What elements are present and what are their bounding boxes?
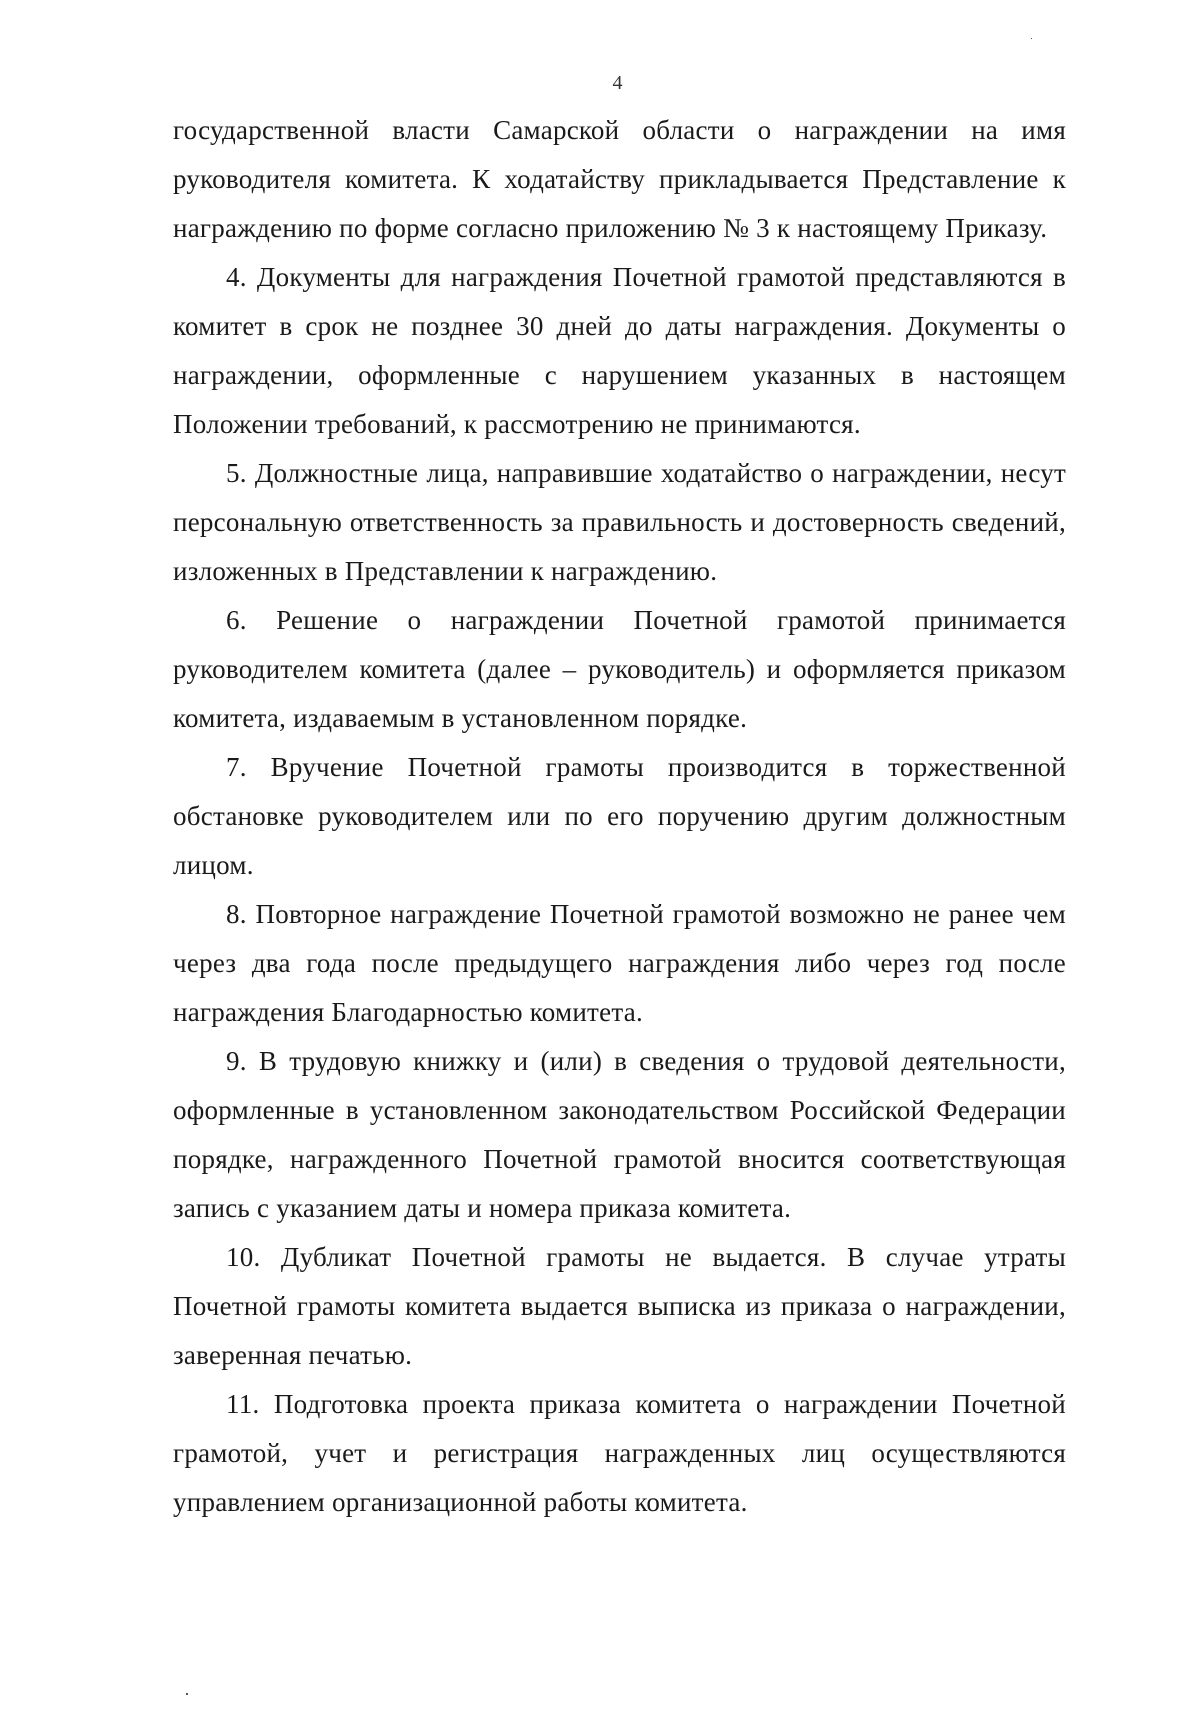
paragraph-11: 11. Подготовка проекта приказа комитета о награждении Почетной грамотой, учет и регистрация награжденных лиц осуществляются управлением организационной работы комитета. xyxy=(173,1389,1066,1517)
paragraph-8: 8. Повторное награждение Почетной грамотой возможно не ранее чем через два года после предыдущего награждения либо через год после награждения Благодарностью комитета. xyxy=(173,899,1066,1027)
paragraph-7: 7. Вручение Почетной грамоты производится в торжественной обстановке руководителем или по его поручению другим должностным лицом. xyxy=(173,752,1066,880)
paragraph-10: 10. Дубликат Почетной грамоты не выдается. В случае утраты Почетной грамоты комитета выдается выписка из приказа о награждении, заверенная печатью. xyxy=(173,1242,1066,1370)
page-number: 4 xyxy=(612,72,623,94)
scan-speck xyxy=(1031,38,1032,39)
paragraph-4: 4. Документы для награждения Почетной грамотой представляются в комитет в срок не позднее 30 дней до даты награждения. Документы о награждении, оформленные с нарушением указанных в настоящем Положении требований, к рассмотрению не принимаются. xyxy=(173,262,1066,439)
document-body xyxy=(173,106,1066,1527)
paragraph-continuation: государственной власти Самарской области о награждении на имя руководителя комитета. К ходатайству прикладывается Представление к награждению по форме согласно приложению № 3 к настоящему Приказу. xyxy=(173,115,1066,243)
scan-speck xyxy=(186,1693,188,1695)
paragraph-5: 5. Должностные лица, направившие ходатайство о награждении, несут персональную ответственность за правильность и достоверность сведений, изложенных в Представлении к награждению. xyxy=(173,458,1066,586)
paragraph-6: 6. Решение о награждении Почетной грамотой принимается руководителем комитета (далее – руководитель) и оформляется приказом комитета, издаваемым в установленном порядке. xyxy=(173,605,1066,733)
paragraph-9: 9. В трудовую книжку и (или) в сведения о трудовой деятельности, оформленные в установленном законодательством Российской Федерации порядке, награжденного Почетной грамотой вносится соответствующая запись с указанием даты и номера приказа комитета. xyxy=(173,1046,1066,1223)
